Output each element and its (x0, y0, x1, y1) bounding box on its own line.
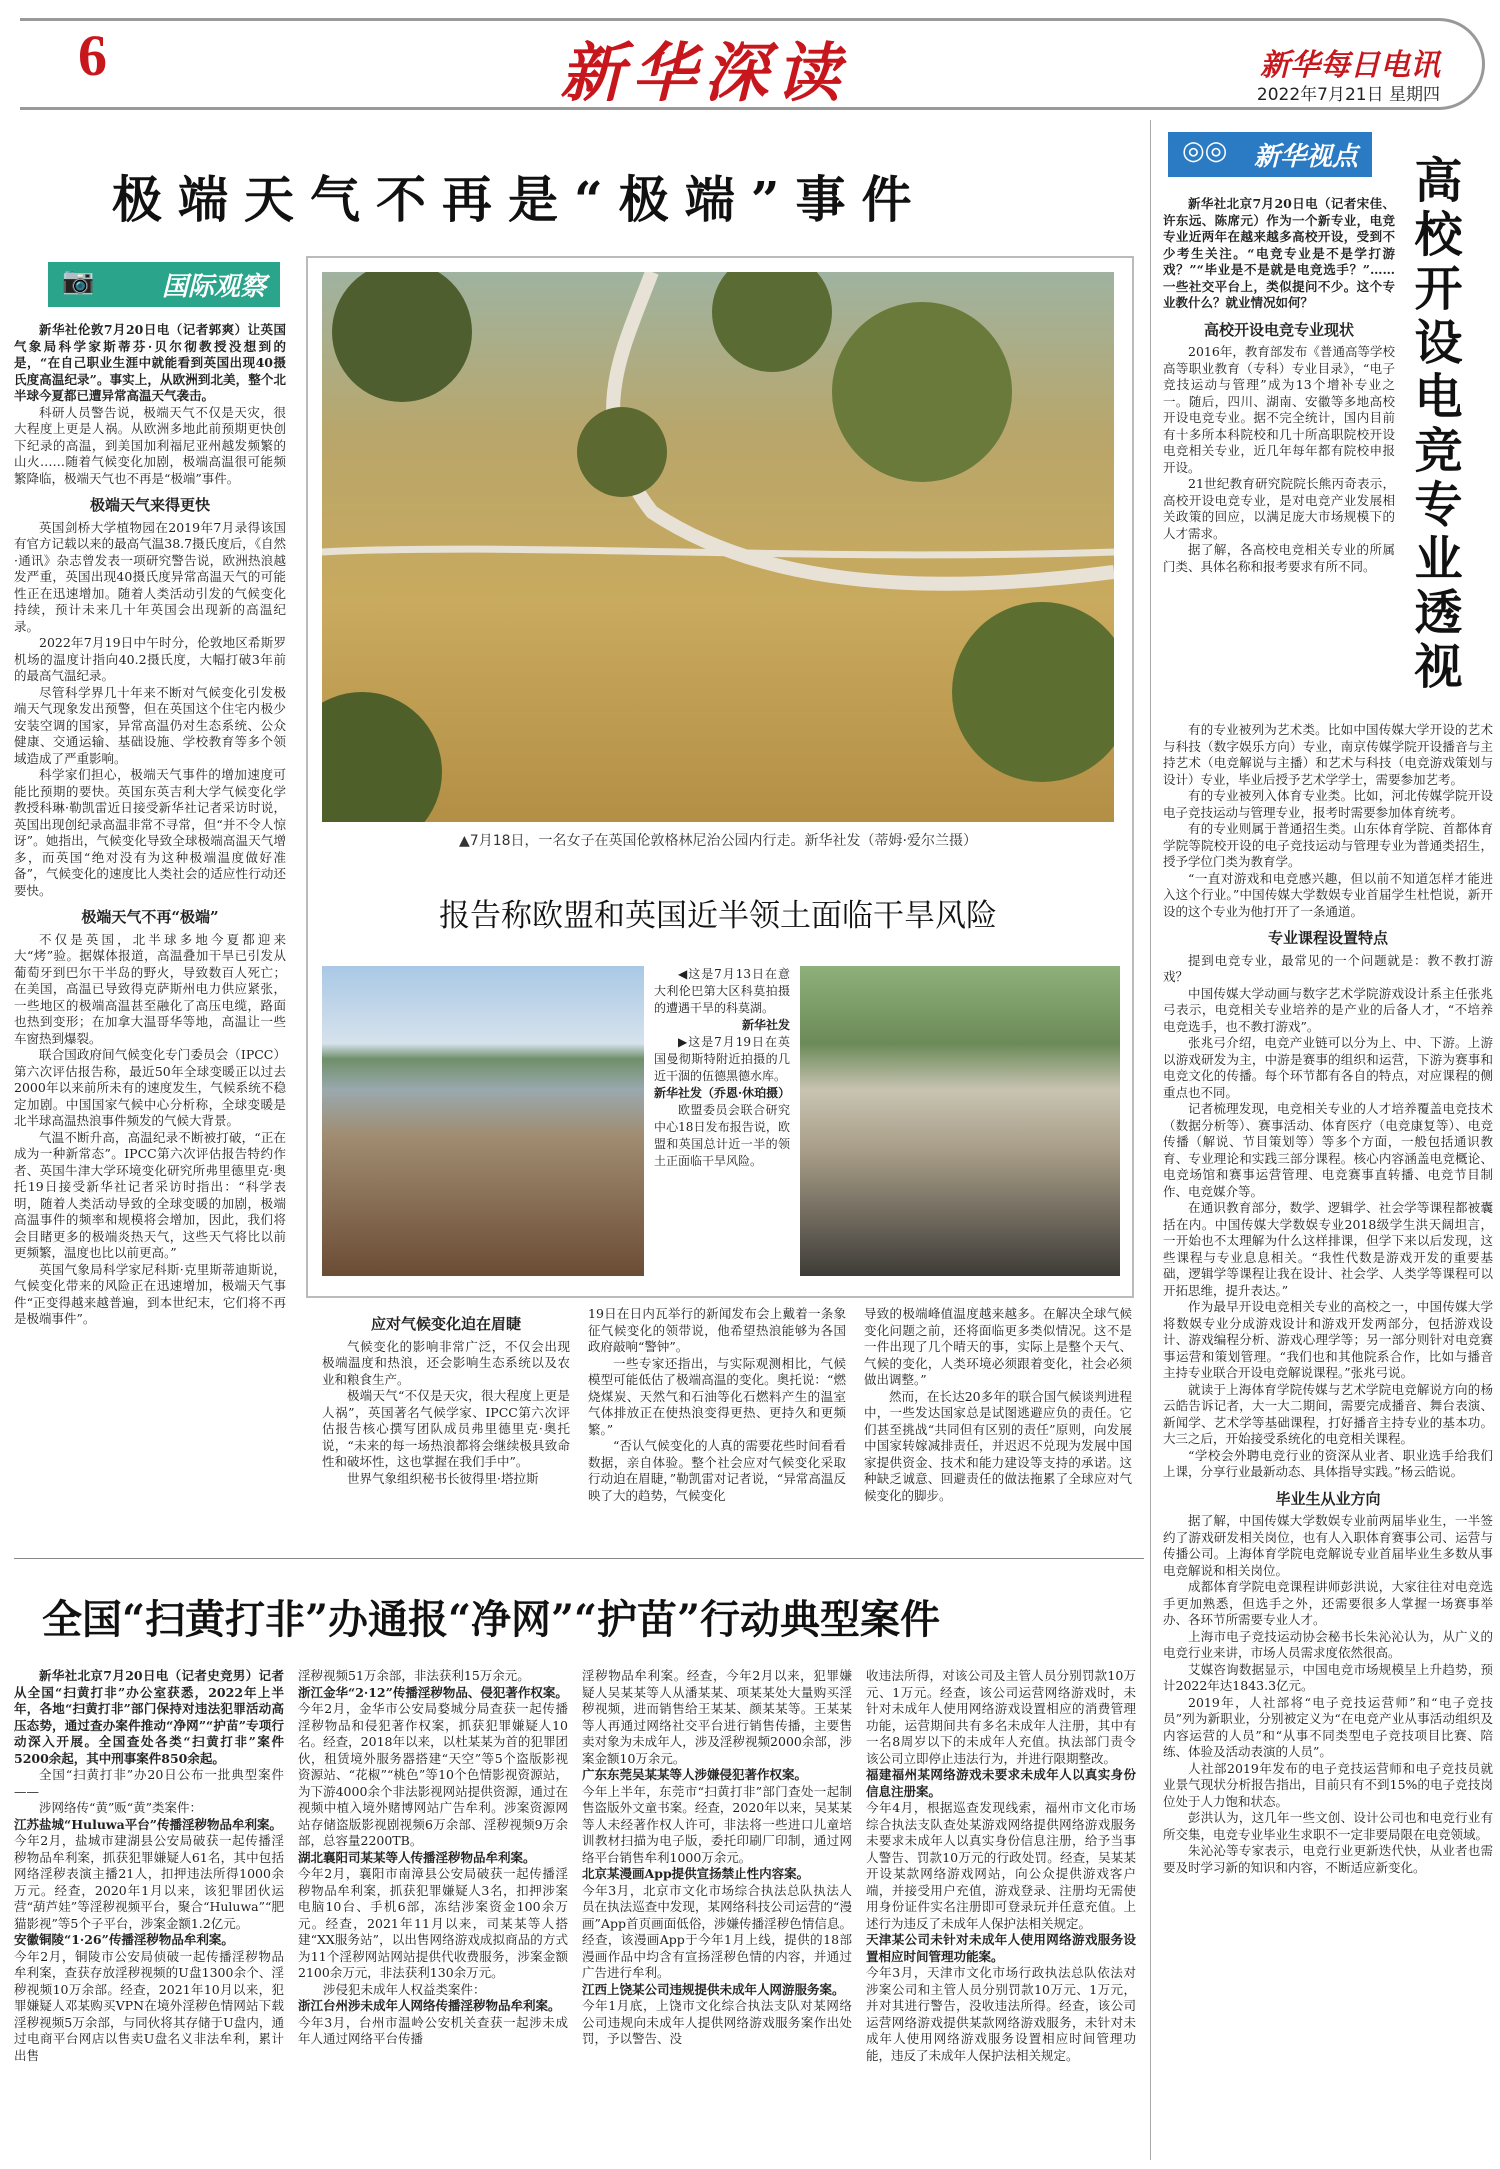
binoculars-icon: ◎◎ (1182, 136, 1228, 166)
case-title: 江西上饶某公司违规提供未成年人网游服务案。 (582, 1981, 845, 1997)
bottom-article-col-3 (582, 1668, 852, 2048)
right-vertical-headline: 高校开设电竞专业透视 (1406, 155, 1462, 695)
right-article-column-top (1163, 196, 1395, 575)
main-photo-caption: ▲7月18日，一名女子在英国伦敦格林尼治公园内行走。新华社发（蒂姆·爱尔兰摄） (459, 833, 977, 849)
section-badge-international (48, 262, 280, 307)
paragraph: 有的专业则属于普通招生类。山东体育学院、首都体育学院等院校开设的电子竞技运动与管理专业为普通类招生，授予学位门类为教育学。 (1163, 821, 1493, 869)
paragraph: 气温不断升高，高温纪录不断被打破，“正在成为一种新常态”。IPCC第六次评估报告特约作者、英国牛津大学环境变化研究所弗里德里克·奥托19日接受新华社记者采访时指出：“科学表明，随着人类活动导致的全球变暖的加剧，极端高温事件的频率和规模将会增加，因此，我们将会目睹更多的极端炎热天气，这些天气将比以前更频繁，温度也比以前更高。” (14, 1129, 286, 1260)
paragraph: 英国剑桥大学植物园在2019年7月录得该国有官方记载以来的最高气温38.7摄氏度后，《自然·通讯》杂志曾发表一项研究警告说，欧洲热浪越发严重，英国出现40摄氏度异常高温天气的可能性正在迅速增加。随着人类活动引发的气候变化持续，预计未来几十年英国会出现新的高温纪录。 (14, 519, 286, 634)
small-photos-caption (654, 966, 790, 1170)
paragraph: 科研人员警告说，极端天气不仅是天灾，很大程度上更是人祸。从欧洲多地此前预期更快创下纪录的高温，到美国加利福尼亚州越发频繁的山火……随着气候变化加剧，极端高温很可能频繁降临，极端天气也不再是“极端”事件。 (14, 404, 286, 486)
subheading: 极端天气不再“极端” (81, 908, 219, 926)
paragraph: 2019年，人社部将“电子竞技运营师”和“电子竞技员”列为新职业，分别被定义为“在电竞产业从事活动组织及内容运营的人员”和“从事不同类型电子竞技项目比赛、陪练、体验及活动表演的人员”。 (1163, 1694, 1493, 1759)
paragraph: 今年上半年，东莞市“扫黄打非”部门查处一起制售盗版外文童书案。经查，2020年以来，吴某某等人未经著作权人许可，非法将一些进口儿童培训教材扫描为电子版，委托印刷厂印制，通过网络平台销售牟利1000万余元。 (582, 1783, 852, 1865)
bottom-headline: 全国“扫黄打非”办通报“净网”“护苗”行动典型案件 (42, 1596, 941, 1643)
paragraph: 据了解，中国传媒大学数娱专业前两届毕业生，一半签约了游戏研发相关岗位，也有人入职体育赛事公司、运营与传播公司。上海体育学院电竞解说专业首届毕业生多数从事电竞解说和相关岗位。 (1163, 1513, 1493, 1578)
paragraph: 欧盟委员会联合研究中心18日发布报告说，欧盟和英国总计近一半的领土正面临干旱风险。 (654, 1103, 790, 1168)
paragraph: 艾媒咨询数据显示，中国电竞市场规模呈上升趋势，预计2022年达1843.3亿元。 (1163, 1661, 1493, 1693)
page-number: 6 (78, 23, 107, 88)
paragraph: 不仅是英国，北半球多地今夏都迎来大“烤”验。据媒体报道，高温叠加干旱已引发从葡萄牙到巴尔干半岛的野火，导致数百人死亡；在美国，高温已导致得克萨斯州电力供应紧张，一些地区的极端高温甚至融化了高压电缆，路面也热到变形；在加拿大温哥华等地，高温让一些车窗热到爆裂。 (14, 931, 286, 1046)
paragraph: 人社部2019年发布的电子竞技运营师和电子竞技员就业景气现状分析报告指出，目前只有不到15%的电子竞技岗位处于人力饱和状态。 (1163, 1760, 1493, 1809)
paragraph: 收违法所得，对该公司及主管人员分别罚款10万元、1万元。经查，该公司运营网络游戏时，未针对未成年人使用网络游戏设置相应的消费管理功能，运营期间共有多名未成年人注册，其中有一名8周岁以下的未成年人充值。执法部门责令该公司立即停止违法行为，并进行限期整改。 (866, 1668, 1136, 1766)
paragraph: 新华社伦敦7月20日电（记者郭爽）让英国气象局科学家斯蒂芬·贝尔彻教授没想到的是，“在自己职业生涯中就能看到英国出现40摄氏度高温纪录”。事实上，从欧洲到北美，整个北半球今夏都已遭异常高温天气袭击。 (14, 322, 286, 403)
section-badge-xinhua-view (1168, 132, 1372, 177)
paragraph: 2016年，教育部发布《普通高等学校高等职业教育（专科）专业目录》，“电子竞技运动与管理”成为13个增补专业之一。随后，四川、湖南、安徽等多地高校开设电竞专业。据不完全统计，国内目前有十多所本科院校和几十所高职院校开设电竞相关专业，近几年每年都有院校申报开设。 (1163, 344, 1395, 475)
paragraph: 今年3月，北京市文化市场综合执法总队执法人员在执法巡查中发现，某网络科技公司运营的“漫画”App首页画面低俗，涉嫌传播淫秽色情信息。经查，该漫画App于今年1月上线，提供的18部漫画作品中均含有宣扬淫秽色情的内容，并通过广告进行牟利。 (582, 1882, 852, 1980)
case-title: 湖北襄阳司某某等人传播淫秽物品牟利案。 (298, 1849, 536, 1865)
paragraph: 上海市电子竞技运动协会秘书长朱沁沁认为，从广义的电竞行业来讲，市场人员需求度依然很高。 (1163, 1628, 1493, 1660)
paragraph: 英国气象局科学家尼科斯·克里斯蒂迪斯说，气候变化带来的风险正在迅速增加，极端天气事件“正变得越来越普遍，到本世纪末，它们将不再是极端事件”。 (14, 1261, 286, 1326)
paragraph: 联合国政府间气候变化专门委员会（IPCC）第六次评估报告称，最近50年全球变暖正以过去2000年以来前所未有的速度发生，气候系统不稳定加剧。中国国家气候中心分析称，全球变暖是北半球高温热浪事件频发的气候大背景。 (14, 1047, 286, 1128)
paragraph: 今年2月，襄阳市南漳县公安局破获一起传播淫秽物品牟利案，抓获犯罪嫌疑人3名，扣押涉案电脑10台、手机6部，冻结涉案资金100余万元。经查，2021年11月以来，司某某等人搭建“XX服务站”，以出售网络游戏成拟商品的方式为11个淫秽网站网站提供代收费服务，涉案金额2100余万元，非法获利130余万元。 (298, 1866, 568, 1980)
paragraph: ◀这是7月13日在意大利伦巴第大区科莫拍摄的遭遇干旱的科莫湖。 (654, 967, 790, 1015)
paragraph: 有的专业被列为艺术类。比如中国传媒大学开设的艺术与科技（数字娱乐方向）专业，南京传媒学院开设播音与主持艺术（电竞解说与主播）和艺术与科技（电竞游戏策划与设计）专业，毕业后授予艺术学学士，需要参加艺考。 (1163, 722, 1493, 787)
paragraph: 今年2月，铜陵市公安局侦破一起传播淫秽物品牟利案，查获存放淫秽视频的U盘1300余个、淫秽视频10万余部。经查，2021年10月以来，犯罪嫌疑人邓某购买VPN在境外淫秽色情网站下载淫秽视频5万余部，与同伙将其存储于U盘内，通过电商平台网店以售卖U盘名义非法牟利，累计出售 (14, 1948, 284, 2063)
case-title: 广东东莞吴某某等人涉嫌侵犯著作权案。 (582, 1767, 808, 1782)
paragraph: 中国传媒大学动画与数字艺术学院游戏设计系主任张兆弓表示，电竞相关专业培养的是产业的后备人才，“不培养电竞选手，也不教打游戏”。 (1163, 985, 1493, 1034)
bottom-article-col-2 (298, 1668, 568, 2048)
paragraph: 然而，在长达20多年的联合国气候谈判进程中，一些发达国家总是试图逃避应负的责任。它们甚至挑战“共同但有区别的责任”原则，向发展中国家转嫁减排责任，并迟迟不兑现为发展中国家提供资金、技术和能力建设等支持的承诺。这种缺乏诚意、回避责任的做法拖累了全球应对气候变化的脚步。 (864, 1388, 1132, 1503)
paragraph: 记者梳理发现，电竞相关专业的人才培养覆盖电竞技术（数据分析等）、赛事活动、体育医疗（电竞康复等）、电竞传播（解说、节目策划等）等多个方面，一般包括通识教育、专业理论和实践三部分课程。核心内容涵盖电竞概论、电竞场馆和赛事运营管理、电竞赛事直转播、电竞节目制作、电竞媒介等。 (1163, 1101, 1493, 1199)
paragraph: 有的专业被列入体育专业类。比如，河北传媒学院开设电子竞技运动与管理专业，报考时需要参加体育统考。 (1163, 788, 1493, 820)
badge-label: 国际观察 (161, 272, 266, 302)
paragraph: 提到电竞专业，最常见的一个问题就是：教不教打游戏？ (1163, 952, 1493, 984)
paragraph: 作为最早开设电竞相关专业的高校之一，中国传媒大学将数娱专业分成游戏设计和游戏开发两部分，包括游戏设计、游戏编程分析、游戏心理学等；另一部分则针对电竞赛事运营和策划管理。“我们也和其他院系合作，比如与播音主持专业联合开设电竞解说课程。”张兆弓说。 (1163, 1299, 1493, 1380)
paragraph: 一些专家还指出，与实际观测相比，气候模型可能低估了极端高温的变化。奥托说：“燃烧煤炭、天然气和石油等化石燃料产生的温室气体排放正在使热浪变得更热、更持久和更频繁。” (588, 1355, 846, 1437)
paragraph: 成都体育学院电竞课程讲师彭洪说，大家往往对电竞选手更加熟悉，但选手之外，还需要很多人掌握一场赛事举办、各环节所需要专业人才。 (1163, 1579, 1493, 1627)
paragraph: 2022年7月19日中午时分，伦敦地区希斯罗机场的温度计指向40.2摄氏度，大幅打破3年前的最高气温纪录。 (14, 635, 286, 683)
paragraph: 气候变化的影响非常广泛，不仅会出现极端温度和热浪，还会影响生态系统以及农业和粮食生产。 (322, 1338, 570, 1387)
paragraph: 在通识教育部分，数学、逻辑学、社会学等课程都被囊括在内。中国传媒大学数娱专业2018级学生洪天阔坦言，一开始也不太理解为什么这样排课，但学下来以后发现，这些课程与专业息息相关。“我性代数是游戏开发的重要基础，逻辑学等课程让我在设计、社会学、人类学等课程可以开拓思维，提升表达。” (1163, 1200, 1493, 1298)
paragraph: 极端天气“不仅是天灾，很大程度上更是人祸”，英国著名气候学家、IPCC第六次评估报告核心撰写团队成员弗里德里克·奥托说，“未来的每一场热浪都将会继续极具致命性和破坏性，这也掌握在我们手中”。 (322, 1388, 570, 1469)
case-title: 北京某漫画App提供宣扬禁止性内容案。 (582, 1866, 810, 1881)
paragraph: 涉网络传“黄”贩“黄”类案件： (39, 1800, 203, 1815)
paragraph: “学校会外聘电竞行业的资深从业者、职业选手给我们上课，分享行业最新动态、具体指导实践。”杨云皓说。 (1163, 1447, 1493, 1479)
main-headline: 极端天气不再是“极端”事件 (112, 170, 928, 229)
paragraph: 19日在日内瓦举行的新闻发布会上戴着一条象征气候变化的领带说，他希望热浪能够为各国政府敲响“警钟”。 (588, 1306, 846, 1354)
case-title: 浙江金华“2·12”传播淫秽物品、侵犯著作权案。 (298, 1684, 568, 1700)
camera-icon: 📷 (62, 266, 95, 296)
case-title: 江苏盐城“Huluwa平台”传播淫秽物品牟利案。 (14, 1816, 282, 1832)
subheading: 专业课程设置特点 (1267, 929, 1388, 947)
column-divider (1150, 120, 1151, 2160)
subheading: 高校开设电竞专业现状 (1203, 320, 1354, 339)
photo-woodhead-reservoir (800, 966, 1120, 1276)
divider (14, 1558, 1144, 1559)
bottom-article-col-1 (14, 1668, 284, 2064)
paragraph: 尽管科学界几十年来不断对气候变化引发极端天气现象发出预警，但在英国这个住宅内极少安装空调的国家，异常高温仍对生态系统、公众健康、交通运输、基础设施、学校教育等多个领域造成了严重影响。 (14, 684, 286, 766)
paragraph: 科学家们担心，极端天气事件的增加速度可能比预期的要快。英国东英吉利大学气候变化学教授科琳·勒凯雷近日接受新华社记者采访时说，英国出现创纪录高温非常不寻常，但“并不令人惊讶”。她指出，气候变化导致全球极端高温天气增多，而英国“绝对没有为这种极端温度做好准备”，气候变化的速度比人类社会的适应性行动还要快。 (14, 767, 286, 898)
paragraph: 全国“扫黄打非”办20日公布一批典型案件—— (14, 1767, 284, 1799)
paragraph: 新华社北京7月20日电（记者史竞男）记者从全国“扫黄打非”办公室获悉，2022年上半年，各地“扫黄打非”部门保持对违法犯罪活动高压态势，通过查办案件推动“净网”“护苗”专项行动深入开展。全国查处各类“扫黄打非”案件5200余起，其中刑事案件850余起。 (14, 1668, 284, 1766)
paragraph: 今年4月，根据巡查发现线索，福州市文化市场综合执法支队查处某游戏网络提供网络游戏服务未要求未成年人以真实身份信息注册，给予当事人警告、罚款10万元的行政处罚。经查，吴某某开设某款网络游戏网站，向公众提供游戏客户端，并接受用户充值，游戏登录、注册均无需使用身份证件实名注册即可登录玩并任意充值。上述行为违反了未成年人保护法相关规定。 (866, 1800, 1136, 1931)
paragraph: 21世纪教育研究院院长熊丙奇表示，高校开设电竞专业，是对电竞产业发展相关政策的回应，以满足庞大市场规模下的人才需求。 (1163, 476, 1395, 541)
paragraph: 导致的极端峰值温度越来越多。在解决全球气候变化问题之前，还将面临更多类似情况。这不是一件出现了几个晴天的事，实际上是整个天气、气候的变化，人类环境必须跟着变化，社会必须做出调整。” (864, 1306, 1132, 1387)
paragraph: 今年3月，台州市温岭公安机关查获一起涉未成年人通过网络平台传播 (298, 2014, 568, 2046)
case-title: 浙江台州涉未成年人网络传播淫秽物品牟利案。 (298, 1998, 561, 2013)
badge-label: 新华视点 (1253, 142, 1358, 172)
paragraph: 今年1月底，上饶市文化综合执法支队对某网络公司违规向未成年人提供网络游戏服务案作出处罚，予以警告、没 (582, 1998, 852, 2046)
paragraph: 张兆弓介绍，电竞产业链可以分为上、中、下游。上游以游戏研发为主，中游是赛事的组织和运营，下游为赛事和电竞文化的传播。每个环节都有各自的特点，对应课程的侧重点也不同。 (1163, 1035, 1493, 1100)
main-article-column-1 (14, 322, 286, 1328)
paragraph: ▶这是7月19日在英国曼彻斯特附近拍摄的几近干涸的伍德黑德水库。 (654, 1035, 790, 1083)
paragraph: 彭洪认为，这几年一些文创、设计公司也和电竞行业有所交集，电竞专业毕业生求职不一定非要局限在电竞领域。 (1163, 1810, 1493, 1842)
subheading: 极端天气来得更快 (89, 496, 210, 514)
paragraph: “否认气候变化的人真的需要花些时间看看数据，亲自体验。整个社会应对气候变化采取行动迫在眉睫，”勒凯雷对记者说，“异常高温反映了大的趋势，气候变化 (588, 1438, 846, 1503)
right-article-column-main (1163, 722, 1493, 1876)
paragraph: 淫秽视频51万余部，非法获利15万余元。 (298, 1668, 530, 1683)
paragraph: 新华社发（乔恩·休珀摄） (654, 1086, 791, 1100)
issue-date: 2022年7月21日 星期四 (1256, 85, 1440, 105)
newspaper-logo: 新华每日电讯 (1260, 48, 1440, 83)
case-title: 安徽铜陵“1·26”传播淫秽物品牟利案。 (14, 1932, 234, 1947)
main-article-bottom-col-1 (322, 1306, 570, 1487)
paragraph: 今年2月，盐城市建湖县公安局破获一起传播淫秽物品牟利案，抓获犯罪嫌疑人61名，其中包括网络淫秽表演主播21人，扣押违法所得1000余万元。经查，2020年1月以来，该犯罪团伙运营“葫芦娃”等淫秽视频平台，聚合“Huluwa”“肥猫影视”等5个子平台，涉案金额1.2亿元。 (14, 1833, 284, 1931)
paragraph: 新华社发 (741, 1018, 790, 1032)
paragraph: 淫秽物品牟利案。经查，今年2月以来，犯罪嫌疑人吴某某等人从潘某某、项某某处大量购买淫秽视频，进而销售给王某某、颜某某等。王某某等人再通过网络社交平台进行销售传播，主要售卖对象为未成年人，涉及淫秽视频2000余部，涉案金额10万余元。 (582, 1668, 852, 1766)
park-illustration (322, 272, 1114, 822)
subheading: 毕业生从业方向 (1275, 1489, 1381, 1508)
main-article-bottom-col-3 (864, 1306, 1132, 1504)
bottom-article-col-4 (866, 1668, 1136, 2064)
photo-lake-como (322, 966, 644, 1276)
case-title: 天津某公司未针对未成年人使用网络游戏服务设置相应时间管理功能案。 (866, 1932, 1136, 1964)
paragraph: 就读于上海体育学院传媒与艺术学院电竞解说方向的杨云皓告诉记者，大一大二期间，需要完成播音、舞台表演、新闻学、艺术学等基础课程，打好播音主持专业的基本功。大三之后，开始接受系统化的电竞相关课程。 (1163, 1381, 1493, 1446)
main-photo-dry-park (322, 272, 1114, 822)
case-title: 福建福州某网络游戏未要求未成年人以真实身份信息注册案。 (866, 1767, 1136, 1799)
sub-headline: 报告称欧盟和英国近半领土面临干旱风险 (439, 898, 997, 934)
paragraph: 今年2月，金华市公安局婺城分局查获一起传播淫秽物品和侵犯著作权案，抓获犯罪嫌疑人10名。经查，2018年以来，以杜某某为首的犯罪团伙，租赁境外服务器搭建“天空”等5个盗版影视资源站、“花椒”“桃色”等10个色情影视资源站，为下游4000余个非法影视网站提供资源，通过在视频中植入境外赌博网站广告牟利。涉案资源网站存储盗版影视剧视频6万余部、淫秽视频9万余部，总容量2200TB。 (298, 1701, 568, 1848)
paragraph: 据了解，各高校电竞相关专业的所属门类、具体名称和报考要求有所不同。 (1163, 542, 1395, 574)
main-article-bottom-col-2 (588, 1306, 846, 1504)
paragraph: 今年3月，天津市文化市场行政执法总队依法对涉案公司和主管人员分别罚款10万元、1万元，并对其进行警告，没收违法所得。经查，该公司运营网络游戏提供某款网络游戏服务，未针对未成年人使用网络游戏服务设置相应时间管理功能，违反了未成年人保护法相关规定。 (866, 1965, 1136, 2063)
paragraph: 世界气象组织秘书长彼得里·塔拉斯 (347, 1470, 539, 1486)
paragraph: “一直对游戏和电竞感兴趣，但以前不知道怎样才能进入这个行业。”中国传媒大学数娱专业首届学生杜恺说，新开设的这个专业为他打开了一条通道。 (1163, 870, 1493, 919)
paragraph: 涉侵犯未成年人权益类案件： (323, 1981, 486, 1997)
paragraph: 新华社北京7月20日电（记者宋佳、许东远、陈席元）作为一个新专业，电竞专业近两年在越来越多高校开设，受到不少考生关注。“电竞专业是不是学打游戏？”“毕业是不是就是电竞选手？”……一些社交平台上，类似提问不少。这个专业教什么？就业情况如何？ (1163, 196, 1395, 310)
subheading: 应对气候变化迫在眉睫 (370, 1315, 521, 1333)
section-title: 新华深读 (560, 36, 848, 111)
paragraph: 朱沁沁等专家表示，电竞行业更新迭代快，从业者也需要及时学习新的知识和内容，不断适应新变化。 (1163, 1843, 1493, 1875)
